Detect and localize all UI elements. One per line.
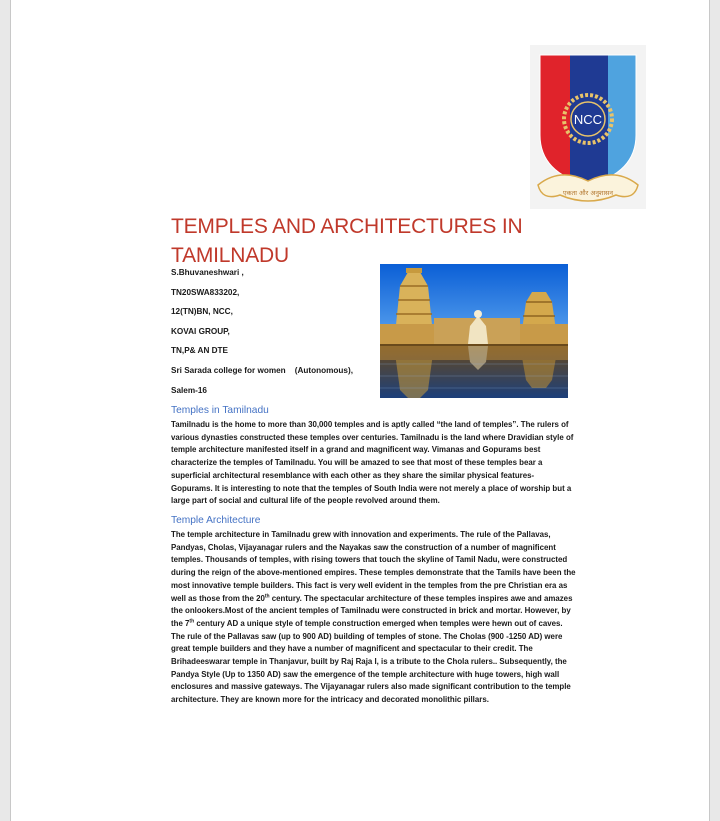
body-text: century. The spectacular architecture of these temples inspires awe and amazes the onlookers.Most of the ancient temples of Tamilnadu were constructed in brick and mortar. However, by the 7 bbox=[171, 593, 573, 628]
ncc-logo-text: NCC bbox=[573, 112, 603, 127]
temple-photo bbox=[380, 264, 568, 398]
body-text: century AD a unique style of temple construction emerged when temples were hewn out of caves. The rule of the Pallavas saw (up to 900 AD) building of temples of stone. The Cholas (900 -1250 AD) were great temple builders and they have a number of magnificent and spectacular to their credit. The Brihadeeswarar temple in Thanjavur, built by Raj Raja I, is a tribute to the Chola rulers.. Subsequently, the Pandya Style (Up to 1350 AD) saw the emergence of the temple architecture with huge towers, high wall enclosures and massive gateways. The Vijayanagar rulers also made significant contribution to the temple architecture. They are known more for the intricacy and decorated monolithic pillars. bbox=[171, 618, 571, 705]
author-line: Sri Sarada college for women (Autonomous), bbox=[171, 365, 353, 375]
section-heading-architecture: Temple Architecture bbox=[171, 515, 261, 526]
page-title: TEMPLES AND ARCHITECTURES IN TAMILNADU bbox=[171, 215, 523, 267]
author-line: TN,P& AN DTE bbox=[171, 346, 229, 356]
section-body-temples: Tamilnadu is the home to more than 30,000 temples and is aptly called “the land of temples”. The rulers of various dynasties constructed these temples over centuries. Tamilnadu is the land where Dravidian style of temple architecture manifested itself in a grand and magnificent way. Vimanas and Gopurams best characterize the temples of Tamilnadu. You will be amazed to see that most of these temples bear a superficial architectural resemblance with each other as they share the similar physical features- Gopurams. It is interesting to note that the temples of South India were not merely a place of worship but a large part of social and cultural life of the people revolved around them. bbox=[171, 420, 574, 506]
ncc-motto: एकता और अनुशासन bbox=[562, 189, 614, 197]
body-text: The temple architecture in Tamilnadu grew with innovation and experiments. The rule of the Pallavas, Pandyas, Cholas, Vijayanagar rulers and the Nayakas saw the construction of a number of magnificent temples. Thousands of temples, with rising towers that touch the skyline of Tamil Nadu, were constructed during the reign of the above-mentioned empires. These temples demonstrate that the Tamils have been the most innovative temple builders. This fact is very well evident in the temples from the pre Christian era as well as those from the 20 bbox=[171, 530, 576, 603]
author-line: KOVAI GROUP, bbox=[171, 326, 230, 336]
author-block bbox=[171, 268, 381, 405]
author-line: 12(TN)BN, NCC, bbox=[171, 307, 233, 317]
section-heading-temples: Temples in Tamilnadu bbox=[171, 405, 269, 416]
section-body-architecture bbox=[171, 529, 577, 707]
superscript: th bbox=[189, 618, 195, 625]
superscript: th bbox=[264, 592, 270, 599]
document-page bbox=[10, 0, 710, 821]
author-line: S.Bhuvaneshwari , bbox=[171, 268, 244, 277]
ncc-logo bbox=[530, 45, 646, 209]
author-line: Salem-16 bbox=[171, 385, 207, 395]
author-line: TN20SWA833202, bbox=[171, 287, 240, 297]
